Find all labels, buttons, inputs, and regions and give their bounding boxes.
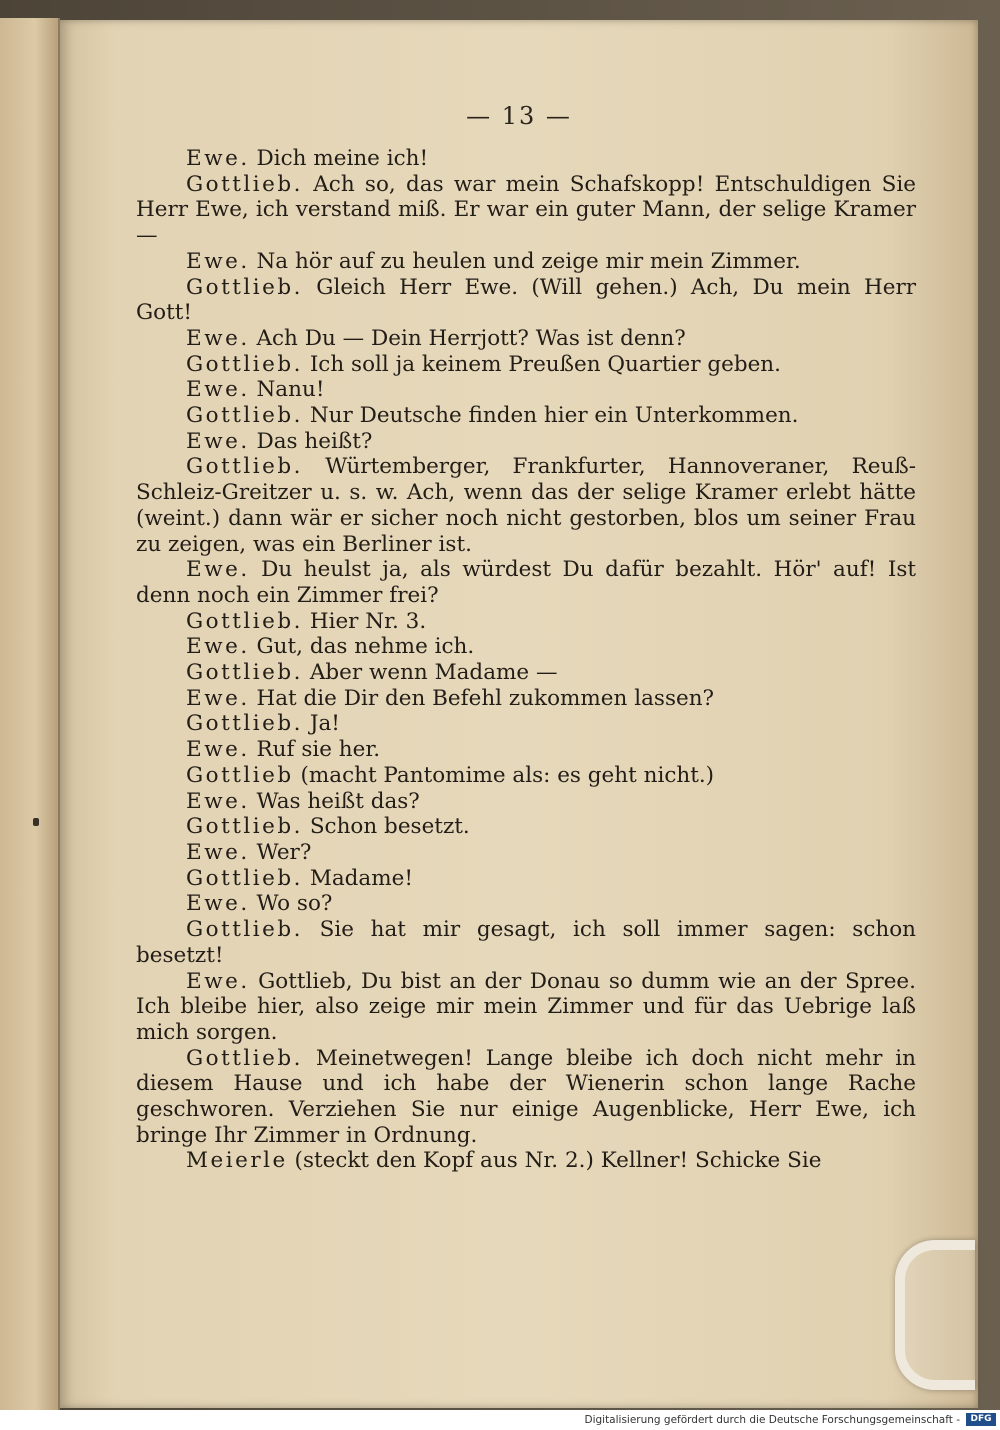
speaker-name: Gottlieb. [186, 814, 303, 840]
speaker-name: Ewe. [186, 377, 250, 403]
speaker-name: Gottlieb. [186, 454, 303, 480]
dialogue-line [136, 866, 916, 892]
dialogue-text: Meinetwegen! Lange bleibe ich doch nicht mehr in diesem Hause und ich habe der Wienerin schon lange Rache geschworen. Verziehen Sie nur einige Augenblicke, Herr Ewe, ich bringe Ihr Zimmer in Ordnung. [136, 1045, 916, 1148]
dialogue-line [136, 1148, 916, 1174]
dialogue-text: Hier Nr. 3. [302, 608, 427, 634]
dialogue-text: (steckt den Kopf aus Nr. 2.) Kellner! Schicke Sie [287, 1148, 822, 1174]
dialogue-text: (macht Pantomime als: es geht nicht.) [293, 762, 715, 788]
dialogue-text: Ja! [302, 711, 340, 737]
dialogue-text: Aber wenn Madame — [302, 660, 558, 686]
dialogue-text: Madame! [302, 865, 413, 891]
dialogue-line [136, 789, 916, 815]
dialogue-text: Ruf sie her. [249, 737, 381, 763]
dialogue-text: Ach so, das war mein Schafskopp! Entschuldigen Sie Herr Ewe, ich verstand miß. Er war ein guter Mann, der selige Kramer — [136, 171, 916, 249]
speaker-name: Ewe. [186, 634, 250, 660]
dialogue-line [136, 377, 916, 403]
dialogue-line [136, 172, 916, 249]
speaker-name: Gottlieb. [186, 917, 303, 943]
page-clip [895, 1240, 975, 1390]
speaker-name: Ewe. [186, 737, 250, 763]
dialogue-line [136, 429, 916, 455]
dialogue-text: Sie hat mir gesagt, ich soll immer sagen: schon besetzt! [136, 917, 916, 968]
dialogue-line [136, 352, 916, 378]
dialogue-text: Hat die Dir den Befehl zukommen lassen? [249, 685, 715, 711]
dialogue-line [136, 763, 916, 789]
dialogue-line [136, 711, 916, 737]
speaker-name: Ewe. [186, 248, 250, 274]
dialogue-line [136, 326, 916, 352]
speaker-name: Gottlieb. [186, 660, 303, 686]
dialogue-text: Gottlieb, Du bist an der Donau so dumm wie an der Spree. Ich bleibe hier, also zeige mir mein Zimmer und für das Uebrige laß mich sorgen. [136, 968, 916, 1045]
dialogue-line [136, 609, 916, 635]
speaker-name: Gottlieb. [186, 403, 303, 429]
dialogue-line [136, 686, 916, 712]
dialogue-text: Dich meine ich! [249, 146, 429, 171]
speaker-name: Gottlieb. [186, 1045, 303, 1071]
book-page [60, 20, 978, 1408]
dialogue-text: Was heißt das? [249, 788, 420, 814]
dfg-logo: DFG [966, 1413, 996, 1426]
dialogue-line [136, 403, 916, 429]
speaker-name: Ewe. [186, 557, 250, 583]
dialogue-line [136, 660, 916, 686]
speaker-name: Ewe. [186, 146, 250, 171]
dialogue-text: Ach Du — Dein Herrjott? Was ist denn? [249, 325, 686, 351]
dialogue-line [136, 917, 916, 968]
dialogue-line [136, 275, 916, 326]
dialogue-line [136, 737, 916, 763]
dialogue-text: Wo so? [249, 891, 333, 917]
dialogue-text: Das heißt? [249, 428, 373, 454]
dialogue-text: Ich soll ja keinem Preußen Quartier geben. [302, 351, 781, 377]
speaker-name: Gottlieb. [186, 274, 303, 300]
dialogue-text: Du heulst ja, als würdest Du dafür bezahlt. Hör' auf! Ist denn noch ein Zimmer frei? [136, 557, 916, 608]
speaker-name: Gottlieb. [186, 171, 303, 197]
dialogue-line [136, 454, 916, 557]
speaker-name: Ewe. [186, 839, 250, 865]
footer-text: Digitalisierung gefördert durch die Deutsche Forschungsgemeinschaft - [584, 1414, 960, 1426]
speaker-name: Meierle [186, 1148, 288, 1174]
margin-mark [33, 818, 39, 826]
dialogue-line [136, 969, 916, 1046]
dialogue-text: Gleich Herr Ewe. (Will gehen.) Ach, Du mein Herr Gott! [136, 274, 916, 326]
speaker-name: Ewe. [186, 325, 250, 351]
speaker-name: Gottlieb [186, 762, 294, 788]
dialogue-text: Würtemberger, Frankfurter, Hannoveraner, Reuß-Schleiz-Greitzer u. s. w. Ach, wenn das der selige Kramer erlebt hätte (weint.) dann wär er sicher noch nicht gestorben, blos um seiner Frau zu zeigen, was ein Berliner ist. [136, 454, 916, 557]
dialogue-text: Schon besetzt. [302, 814, 470, 840]
dialogue-text: Nur Deutsche finden hier ein Unterkommen. [302, 403, 799, 429]
dialogue-line [136, 814, 916, 840]
facing-page-edge [0, 18, 60, 1413]
speaker-name: Gottlieb. [186, 865, 303, 891]
dialogue-text: Nanu! [249, 377, 325, 403]
speaker-name: Ewe. [186, 788, 250, 814]
digitization-footer [0, 1410, 1000, 1430]
dialogue-line [136, 634, 916, 660]
speaker-name: Gottlieb. [186, 608, 303, 634]
speaker-name: Ewe. [186, 428, 250, 454]
dialogue-line [136, 840, 916, 866]
page-text [136, 146, 916, 1174]
dialogue-line [136, 1046, 916, 1149]
dialogue-line [136, 891, 916, 917]
speaker-name: Gottlieb. [186, 711, 303, 737]
dialogue-text: Wer? [249, 839, 312, 865]
page-number: — 13 — [466, 102, 572, 130]
dialogue-line [136, 557, 916, 608]
dialogue-line [136, 249, 916, 275]
speaker-name: Ewe. [186, 685, 250, 711]
dialogue-text: Na hör auf zu heulen und zeige mir mein Zimmer. [249, 248, 801, 274]
speaker-name: Ewe. [186, 891, 250, 917]
speaker-name: Ewe. [186, 968, 250, 994]
speaker-name: Gottlieb. [186, 351, 303, 377]
dialogue-text: Gut, das nehme ich. [249, 634, 475, 660]
dialogue-line [136, 146, 916, 172]
